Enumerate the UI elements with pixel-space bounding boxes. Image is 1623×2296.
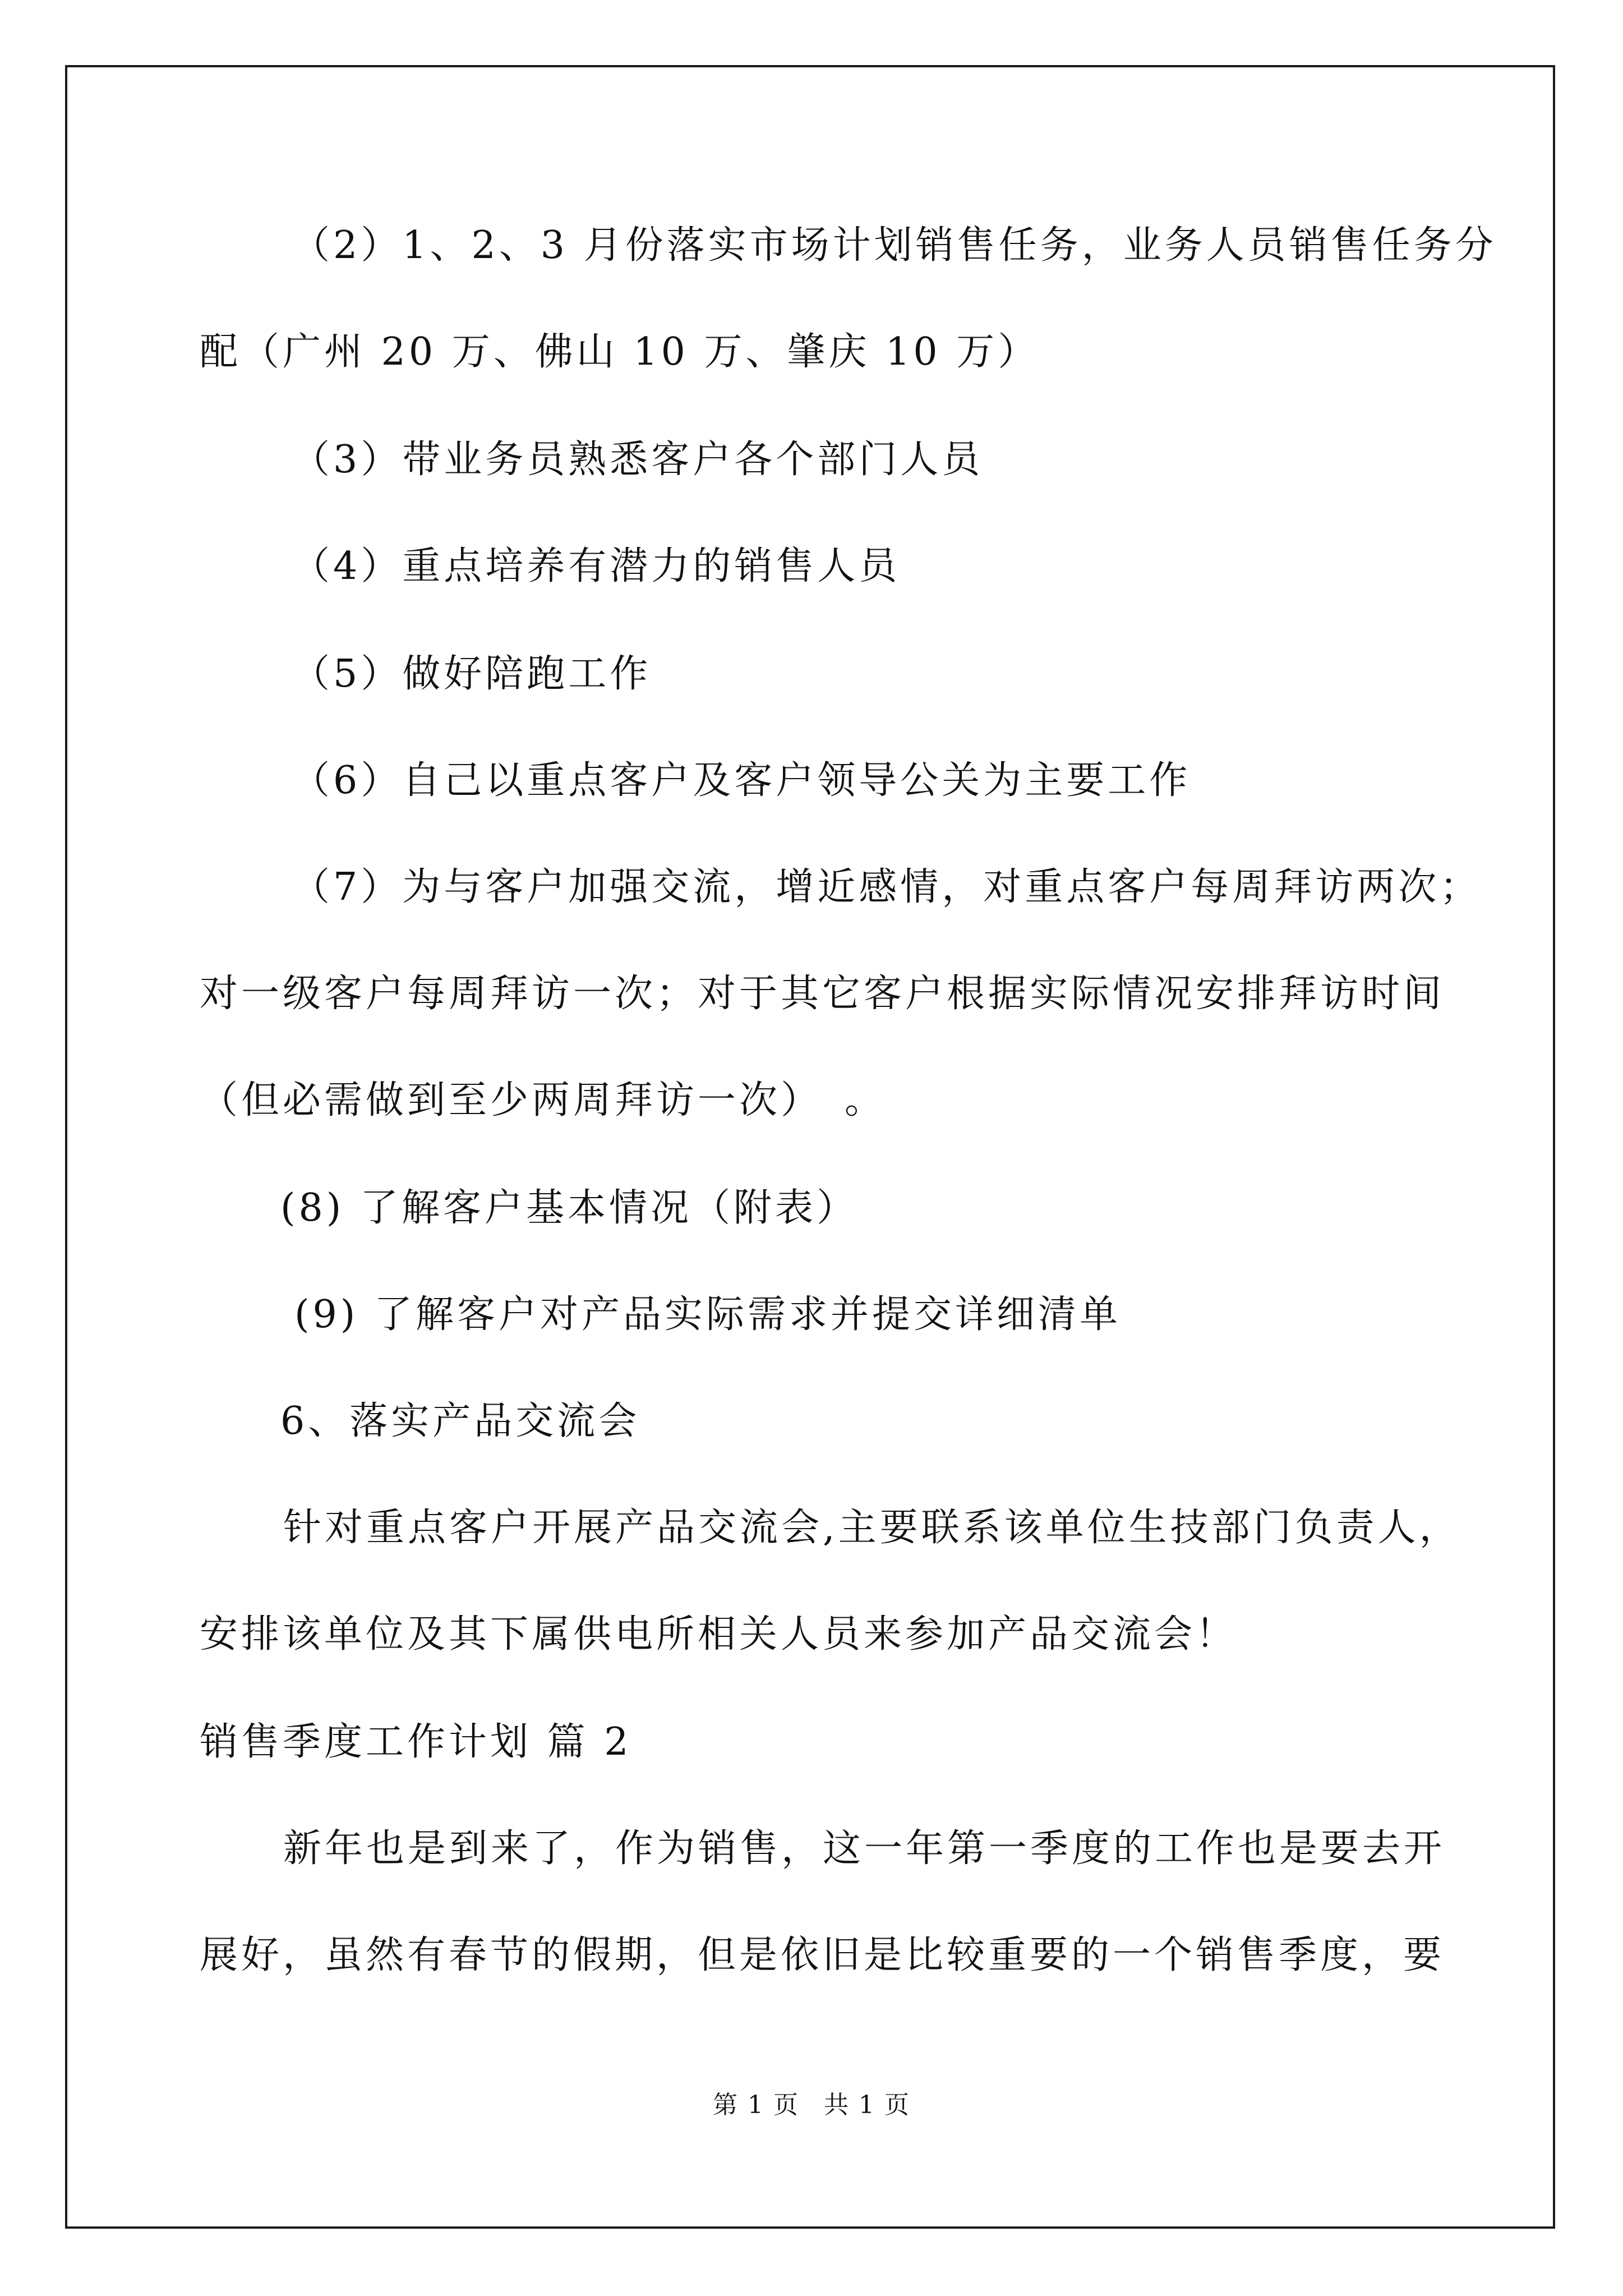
text-line-17: 展好，虽然有春节的假期，但是依旧是比较重要的一个销售季度，要 xyxy=(200,1933,1445,1977)
page-total: 共 1 页 xyxy=(824,2091,910,2119)
text-line-11: (9) 了解客户对产品实际需求并提交详细清单 xyxy=(294,1292,1121,1337)
page-number: 第 1 页 xyxy=(713,2091,799,2119)
text-line-16: 新年也是到来了，作为销售，这一年第一季度的工作也是要去开 xyxy=(283,1826,1446,1871)
page-border xyxy=(65,65,1555,2229)
section-heading: 6、落实产品交流会 xyxy=(280,1399,640,1443)
text-line-4: （4）重点培养有潜力的销售人员 xyxy=(292,544,901,588)
text-line-2: 配（广州 20 万、佛山 10 万、肇庆 10 万） xyxy=(200,330,1040,374)
text-line-14: 安排该单位及其下属供电所相关人员来参加产品交流会！ xyxy=(200,1612,1238,1657)
text-line-10: (8) 了解客户基本情况（附表） xyxy=(280,1186,858,1230)
text-line-7: （7）为与客户加强交流，增近感情，对重点客户每周拜访两次； xyxy=(292,865,1482,909)
text-line-3: （3）带业务员熟悉客户各个部门人员 xyxy=(292,438,984,482)
text-line-8: 对一级客户每周拜访一次；对于其它客户根据实际情况安排拜访时间 xyxy=(200,972,1445,1016)
text-line-9: （但必需做到至少两周拜访一次） 。 xyxy=(200,1078,887,1122)
article-title: 销售季度工作计划 篇 2 xyxy=(200,1720,632,1764)
page-footer xyxy=(0,2090,1623,2121)
text-line-6: （6）自己以重点客户及客户领导公关为主要工作 xyxy=(292,758,1191,803)
text-line-1: （2）1、2、3 月份落实市场计划销售任务，业务人员销售任务分 xyxy=(292,223,1497,268)
text-line-5: （5）做好陪跑工作 xyxy=(292,652,652,696)
text-line-13: 针对重点客户开展产品交流会,主要联系该单位生技部门负责人， xyxy=(283,1506,1461,1550)
